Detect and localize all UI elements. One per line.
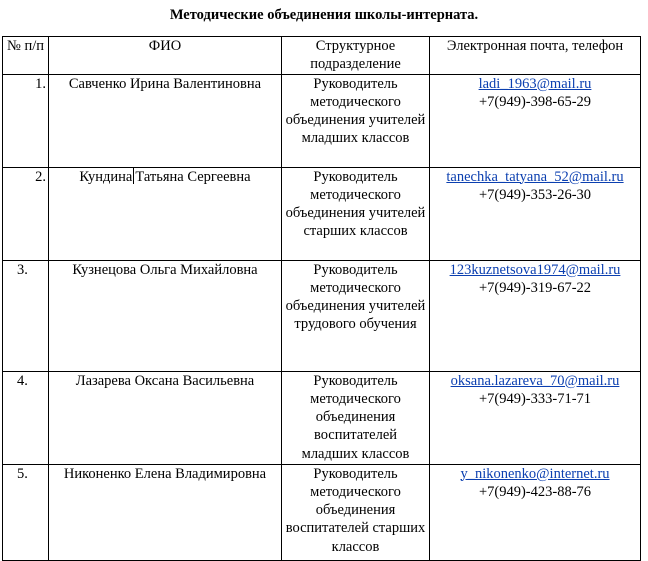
table-row xyxy=(3,464,641,560)
table-row xyxy=(3,167,641,260)
phone-number: +7(949)-423-88-76 xyxy=(478,483,592,500)
row-contacts xyxy=(430,371,641,464)
table-row xyxy=(3,260,641,371)
table-header-row xyxy=(3,37,641,75)
email-link[interactable]: y_nikonenko@internet.ru xyxy=(460,465,610,482)
email-link[interactable]: tanechka_tatyana_52@mail.ru xyxy=(446,168,624,185)
row-structural-unit: Руководитель методического объединения воспитателей старших классов xyxy=(282,464,430,560)
table-row xyxy=(3,371,641,464)
email-link[interactable]: 123kuznetsova1974@mail.ru xyxy=(449,261,621,278)
row-contacts xyxy=(430,260,641,371)
given-names: Татьяна Сергеевна xyxy=(135,168,251,185)
row-contacts xyxy=(430,464,641,560)
row-structural-unit: Руководитель методического объединения воспитателей младших классов xyxy=(282,371,430,464)
row-contacts xyxy=(430,74,641,167)
row-number: 3. xyxy=(3,260,49,371)
phone-number: +7(949)-353-26-30 xyxy=(478,186,592,203)
row-full-name: Никоненко Елена Владимировна xyxy=(49,464,282,560)
row-number: 2. xyxy=(3,167,49,260)
row-full-name: Кузнецова Ольга Михайловна xyxy=(49,260,282,371)
table-row xyxy=(3,74,641,167)
row-contacts xyxy=(430,167,641,260)
email-link[interactable]: ladi_1963@mail.ru xyxy=(478,75,592,92)
email-link[interactable]: oksana.lazareva_70@mail.ru xyxy=(450,372,620,389)
methodical-associations-table xyxy=(2,36,641,561)
header-contacts: Электронная почта, телефон xyxy=(430,37,641,75)
row-number: 5. xyxy=(3,464,49,560)
phone-number: +7(949)-333-71-71 xyxy=(478,390,592,407)
header-full-name: ФИО xyxy=(49,37,282,75)
row-full-name: Лазарева Оксана Васильевна xyxy=(49,371,282,464)
row-structural-unit: Руководитель методического объединения учителей старших классов xyxy=(282,167,430,260)
row-full-name xyxy=(49,167,282,260)
header-number: № п/п xyxy=(3,37,49,75)
header-structural-unit: Структурное подразделение xyxy=(282,37,430,75)
phone-number: +7(949)-398-65-29 xyxy=(478,93,592,110)
phone-number: +7(949)-319-67-22 xyxy=(478,279,592,296)
page-title: Методические объединения школы-интерната. xyxy=(169,7,479,23)
row-structural-unit: Руководитель методического объединения учителей младших классов xyxy=(282,74,430,167)
row-full-name: Савченко Ирина Валентиновна xyxy=(49,74,282,167)
surname: Кундина xyxy=(79,168,133,185)
row-structural-unit: Руководитель методического объединения учителей трудового обучения xyxy=(282,260,430,371)
row-number: 4. xyxy=(3,371,49,464)
row-number: 1. xyxy=(3,74,49,167)
